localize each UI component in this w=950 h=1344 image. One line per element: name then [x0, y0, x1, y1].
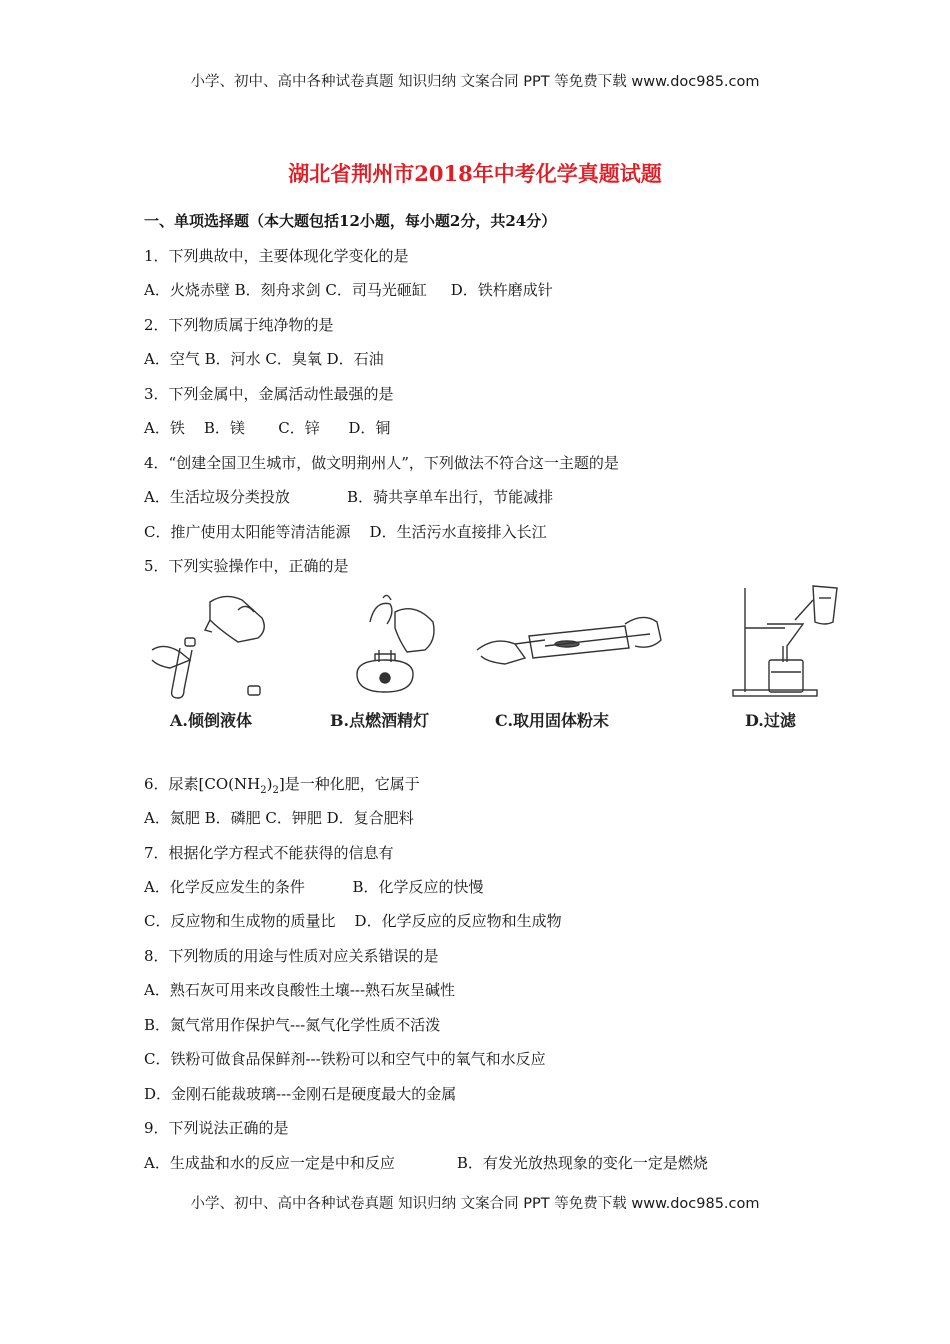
q5-stem: 5．下列实验操作中，正确的是	[144, 557, 349, 575]
q9-options-ab: A．生成盐和水的反应一定是中和反应 B．有发光放热现象的变化一定是燃烧	[144, 1154, 708, 1172]
page-footer: 小学、初中、高中各种试卷真题 知识归纳 文案合同 PPT 等免费下载 www.doc985.com	[190, 1196, 760, 1212]
q2-stem: 2．下列物质属于纯净物的是	[144, 316, 334, 334]
q6-options: A．氮肥 B．磷肥 C．钾肥 D．复合肥料	[144, 809, 414, 827]
filtration-illustration	[725, 580, 845, 705]
q7-options-ab: A．化学反应发生的条件 B．化学反应的快慢	[144, 878, 484, 896]
section-heading: 一、单项选择题（本大题包括12小题，每小题2分，共24分）	[144, 212, 557, 230]
q4-options-ab: A．生活垃圾分类投放 B．骑共享单车出行，节能减排	[144, 488, 554, 506]
q2-options: A．空气 B．河水 C．臭氧 D．石油	[144, 350, 384, 368]
q3-options: A．铁 B．镁 C．锌 D．铜	[144, 419, 391, 437]
q5-figure	[140, 580, 850, 745]
q6-stem: 6．尿素$[CO(NH_2)_2]$是一种化肥，它属于	[144, 775, 420, 796]
q1-options: A．火烧赤壁 B．刻舟求剑 C．司马光砸缸 D．铁杵磨成针	[144, 281, 553, 299]
q3-stem: 3．下列金属中，金属活动性最强的是	[144, 385, 394, 403]
q5-caption-b: B.点燃酒精灯	[330, 711, 430, 730]
q8-stem: 8．下列物质的用途与性质对应关系错误的是	[144, 947, 439, 965]
q8-option-b: B．氮气常用作保护气---氮气化学性质不活泼	[144, 1016, 441, 1034]
solid-powder-illustration	[475, 610, 670, 690]
q9-stem: 9．下列说法正确的是	[144, 1119, 289, 1137]
page-header: 小学、初中、高中各种试卷真题 知识归纳 文案合同 PPT 等免费下载 www.doc985.com	[190, 74, 760, 90]
q4-stem: 4．“创建全国卫生城市，做文明荆州人”，下列做法不符合这一主题的是	[144, 454, 619, 472]
q7-options-cd: C．反应物和生成物的质量比 D．化学反应的反应物和生成物	[144, 912, 562, 930]
alcohol-lamp-illustration	[335, 592, 445, 702]
q5-caption-d: D.过滤	[745, 711, 796, 730]
page-title: 湖北省荆州市2018年中考化学真题试题	[288, 161, 662, 186]
q5-caption-a: A.倾倒液体	[170, 711, 252, 730]
q4-options-cd: C．推广使用太阳能等清洁能源 D．生活污水直接排入长江	[144, 523, 547, 541]
pouring-liquid-illustration	[150, 590, 280, 705]
q1-stem: 1．下列典故中，主要体现化学变化的是	[144, 247, 409, 265]
q8-option-c: C．铁粉可做食品保鲜剂---铁粉可以和空气中的氧气和水反应	[144, 1050, 546, 1068]
q7-stem: 7．根据化学方程式不能获得的信息有	[144, 844, 394, 862]
q8-option-a: A．熟石灰可用来改良酸性土壤---熟石灰呈碱性	[144, 981, 456, 999]
q5-caption-c: C.取用固体粉末	[495, 711, 610, 730]
q8-option-d: D．金刚石能裁玻璃---金刚石是硬度最大的金属	[144, 1085, 457, 1103]
